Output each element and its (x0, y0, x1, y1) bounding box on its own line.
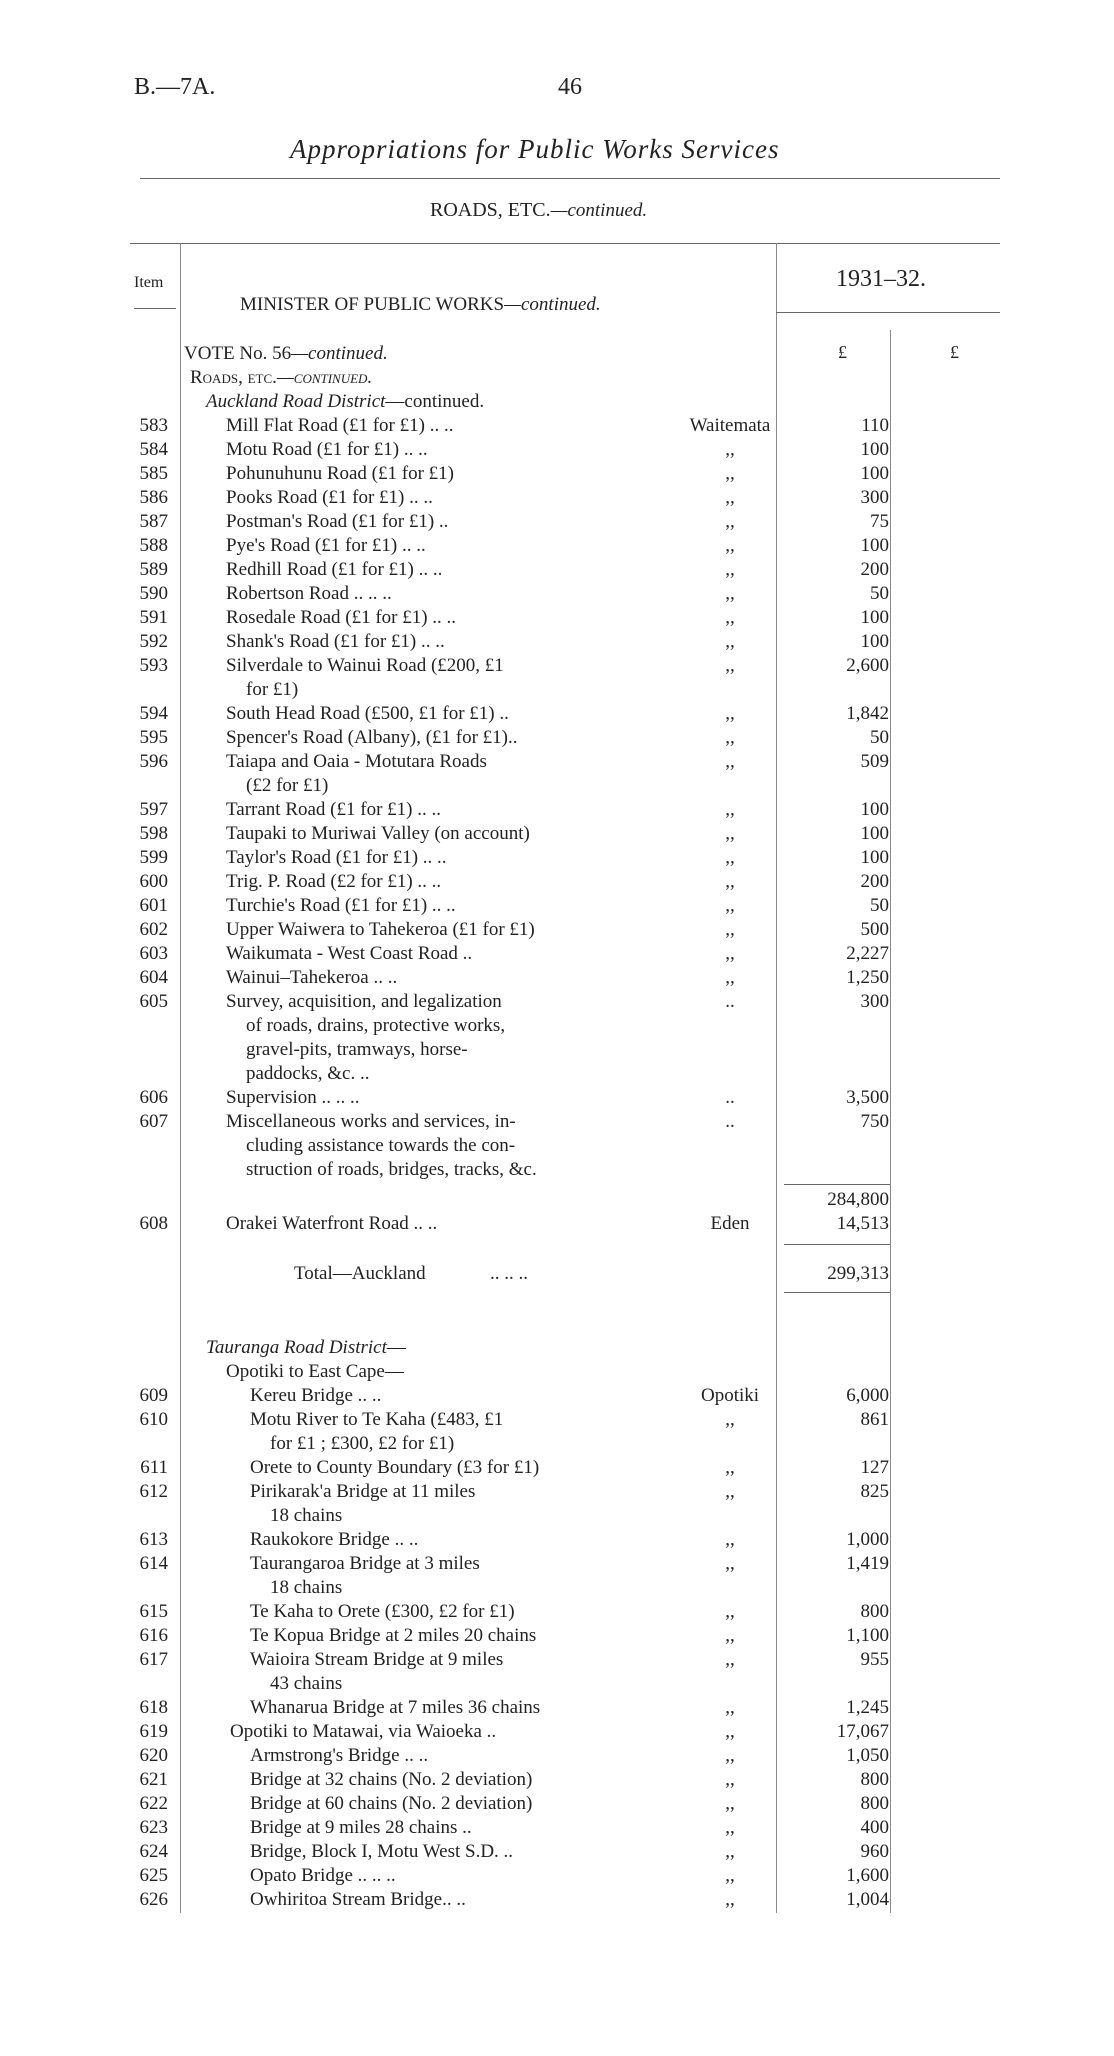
item-district: Opotiki (700, 1385, 760, 1406)
item-amount: 825 (860, 1481, 889, 1502)
item-amount: 100 (860, 607, 889, 628)
table-row (0, 966, 1114, 990)
total-amount: 299,313 (827, 1263, 889, 1284)
page-number: 46 (558, 74, 582, 100)
item-district: ,, (725, 871, 735, 892)
item-description-continued: struction of roads, bridges, tracks, &c. (246, 1159, 537, 1180)
item-district: ,, (725, 1601, 735, 1622)
item-number: 625 (139, 1865, 168, 1886)
item-amount: 100 (860, 463, 889, 484)
item-description: Pye's Road (£1 for £1) .. .. (226, 535, 426, 556)
item-number: 598 (139, 823, 168, 844)
item-district: ,, (725, 1793, 735, 1814)
item-district: ,, (725, 727, 735, 748)
item-number: 609 (139, 1385, 168, 1406)
item-number: 612 (139, 1481, 168, 1502)
item-description-continued: gravel-pits, tramways, horse- (246, 1039, 468, 1060)
item-number: 615 (139, 1601, 168, 1622)
item-amount: 509 (860, 751, 889, 772)
item-amount: 127 (860, 1457, 889, 1478)
item-district: ,, (725, 919, 735, 940)
item-description: Opotiki to Matawai, via Waioeka .. (230, 1721, 497, 1742)
item-description: Spencer's Road (Albany), (£1 for £1).. (226, 727, 518, 748)
item-amount: 800 (860, 1793, 889, 1814)
item-number: 602 (139, 919, 168, 940)
item-description: South Head Road (£500, £1 for £1) .. (226, 703, 509, 724)
vote-name: VOTE No. 56 (184, 343, 292, 364)
item-district: ,, (725, 631, 735, 652)
item-amount: 200 (860, 559, 889, 580)
item-amount: 1,419 (846, 1553, 889, 1574)
item-number: 584 (139, 439, 168, 460)
item-description: Taupaki to Muriwai Valley (on account) (226, 823, 530, 844)
item-amount: 17,067 (836, 1721, 889, 1742)
item-description: Kereu Bridge .. .. (250, 1385, 382, 1406)
item-amount: 1,600 (846, 1865, 889, 1886)
auckland-heading-name: Auckland Road District (206, 391, 386, 412)
table-row (0, 1816, 1114, 1840)
item-district: Waitemata (689, 415, 771, 436)
item-number: 588 (139, 535, 168, 556)
item-description: Waioira Stream Bridge at 9 miles (250, 1649, 504, 1670)
item-district: ,, (725, 1817, 735, 1838)
item-number: 611 (140, 1457, 168, 1478)
table-row (0, 1110, 1114, 1180)
item-description-continued: cluding assistance towards the con- (246, 1135, 516, 1156)
item-amount: 1,842 (846, 703, 889, 724)
auckland-heading (206, 390, 484, 414)
item-number: 589 (139, 559, 168, 580)
item-description: Miscellaneous works and services, in- (226, 1111, 516, 1132)
item-description-continued: paddocks, &c. .. (246, 1063, 370, 1084)
table-row (0, 510, 1114, 534)
item-district: ,, (725, 1721, 735, 1742)
roads-line (190, 366, 372, 390)
item-number: 618 (139, 1697, 168, 1718)
item-description: Pooks Road (£1 for £1) .. .. (226, 487, 433, 508)
item-description: Upper Waiwera to Tahekeroa (£1 for £1) (226, 919, 535, 940)
item-district: ,, (725, 943, 735, 964)
total-rule-bottom (784, 1292, 890, 1293)
table-row (0, 846, 1114, 870)
item-district: ,, (725, 487, 735, 508)
table-row (0, 798, 1114, 822)
vote-suffix: —continued. (291, 343, 388, 364)
item-number: 587 (139, 511, 168, 532)
table-row (0, 654, 1114, 700)
item-amount: 400 (860, 1817, 889, 1838)
table-row (0, 1864, 1114, 1888)
section-title (430, 199, 647, 222)
table-row (0, 1408, 1114, 1454)
header-rule (140, 178, 1000, 179)
item-description: Shank's Road (£1 for £1) .. .. (226, 631, 445, 652)
table-row (0, 630, 1114, 654)
item-district: ,, (725, 1625, 735, 1646)
item-number: 586 (139, 487, 168, 508)
table-row (0, 750, 1114, 796)
item-amount: 2,227 (846, 943, 889, 964)
tauranga-heading-name: Tauranga Road District (206, 1337, 387, 1358)
table-row (0, 1480, 1114, 1526)
item-description: Motu River to Te Kaha (£483, £1 (250, 1409, 504, 1430)
table-row (0, 894, 1114, 918)
subtotal-rule (784, 1184, 890, 1185)
item-amount: 3,500 (846, 1087, 889, 1108)
item-amount: 1,245 (846, 1697, 889, 1718)
item-district: ,, (725, 1841, 735, 1862)
item-amount: 75 (870, 511, 889, 532)
table-row (0, 1840, 1114, 1864)
item-description: Mill Flat Road (£1 for £1) .. .. (226, 415, 454, 436)
table-row (0, 534, 1114, 558)
item-number: 583 (139, 415, 168, 436)
item-district: ,, (725, 823, 735, 844)
item-description-continued: 18 chains (270, 1505, 343, 1526)
item-district: ,, (725, 511, 735, 532)
currency-col-2: £ (950, 342, 959, 362)
item-description-continued: of roads, drains, protective works, (246, 1015, 506, 1036)
item-description-continued: for £1 ; £300, £2 for £1) (270, 1433, 455, 1454)
vote-line (184, 342, 388, 366)
item-amount: 2,600 (846, 655, 889, 676)
table-row (0, 582, 1114, 606)
item-amount: 100 (860, 631, 889, 652)
item-amount: 500 (860, 919, 889, 940)
item-amount: 955 (860, 1649, 889, 1670)
item-description: Rosedale Road (£1 for £1) .. .. (226, 607, 457, 628)
table-row (0, 606, 1114, 630)
table-row (0, 1768, 1114, 1792)
item-description: Tarrant Road (£1 for £1) .. .. (226, 799, 441, 820)
item-district: .. (725, 1087, 735, 1108)
auckland-heading-suffix: —continued. (385, 391, 485, 412)
item-description: Pirikarak'a Bridge at 11 miles (250, 1481, 476, 1502)
item-district: ,, (725, 1529, 735, 1550)
item-amount: 1,004 (846, 1889, 889, 1910)
table-row (0, 702, 1114, 726)
tauranga-heading (206, 1336, 406, 1360)
item-district: ,, (725, 583, 735, 604)
roads-name: Roads, etc. (190, 367, 277, 388)
item-number: 597 (139, 799, 168, 820)
item-description: Orakei Waterfront Road .. .. (226, 1213, 438, 1234)
item-number: 601 (139, 895, 168, 916)
item-number: 622 (139, 1793, 168, 1814)
item-number: 619 (139, 1721, 168, 1742)
item-district: ,, (725, 895, 735, 916)
item-description: Bridge at 32 chains (No. 2 deviation) (250, 1769, 533, 1790)
item-description: Bridge, Block I, Motu West S.D. .. (250, 1841, 514, 1862)
year-header-rule (776, 312, 1000, 313)
item-district: ,, (725, 463, 735, 484)
item-number: 616 (139, 1625, 168, 1646)
item-description: Owhiritoa Stream Bridge.. .. (250, 1889, 466, 1910)
item-number: 624 (139, 1841, 168, 1862)
item-number: 621 (139, 1769, 168, 1790)
table-row (0, 1744, 1114, 1768)
item-amount: 861 (860, 1409, 889, 1430)
item-district: ,, (725, 607, 735, 628)
table-row (0, 1720, 1114, 1744)
item-number: 590 (139, 583, 168, 604)
table-row (0, 1456, 1114, 1480)
item-district: ,, (725, 799, 735, 820)
item-description-continued: (£2 for £1) (246, 775, 329, 796)
item-district: ,, (725, 1409, 735, 1430)
item-amount: 300 (860, 991, 889, 1012)
item-district: ,, (725, 439, 735, 460)
item-description: Bridge at 9 miles 28 chains .. (250, 1817, 472, 1838)
table-row (0, 1648, 1114, 1694)
table-row (0, 1384, 1114, 1408)
item-district: ,, (725, 1553, 735, 1574)
item-district: ,, (725, 655, 735, 676)
currency-col-1: £ (838, 342, 847, 362)
item-number: 623 (139, 1817, 168, 1838)
table-row (0, 1792, 1114, 1816)
year-heading: 1931–32. (836, 266, 926, 292)
item-district: ,, (725, 559, 735, 580)
table-row (0, 726, 1114, 750)
item-description: Turchie's Road (£1 for £1) .. .. (226, 895, 456, 916)
table-row (0, 990, 1114, 1084)
item-amount: 6,000 (846, 1385, 889, 1406)
item-amount: 1,250 (846, 967, 889, 988)
item-description-continued: 18 chains (270, 1577, 343, 1598)
item-amount: 100 (860, 823, 889, 844)
item-description: Redhill Road (£1 for £1) .. .. (226, 559, 443, 580)
total-dots: .. .. .. (490, 1263, 528, 1284)
item-description: Supervision .. .. .. (226, 1087, 360, 1108)
item-district: ,, (725, 1745, 735, 1766)
table-row (0, 462, 1114, 486)
item-amount: 50 (870, 727, 889, 748)
item-number: 596 (139, 751, 168, 772)
item-description: Bridge at 60 chains (No. 2 deviation) (250, 1793, 533, 1814)
item-description: Silverdale to Wainui Road (£200, £1 (226, 655, 504, 676)
item-description: Orete to County Boundary (£3 for £1) (250, 1457, 540, 1478)
item-amount: 200 (860, 871, 889, 892)
item-description: Pohunuhunu Road (£1 for £1) (226, 463, 454, 484)
item-amount: 50 (870, 895, 889, 916)
item-number: 610 (139, 1409, 168, 1430)
item-district: ,, (725, 751, 735, 772)
item-amount: 1,050 (846, 1745, 889, 1766)
item-number: 603 (139, 943, 168, 964)
subtotal-amount: 284,800 (827, 1189, 889, 1210)
item-number: 604 (139, 967, 168, 988)
item-number: 620 (139, 1745, 168, 1766)
item-district: ,, (725, 847, 735, 868)
item-amount: 50 (870, 583, 889, 604)
table-row (0, 1888, 1114, 1912)
item-number: 595 (139, 727, 168, 748)
total-row (0, 1262, 1114, 1286)
tauranga-subheading: Opotiki to East Cape— (226, 1361, 404, 1382)
item-description-continued: 43 chains (270, 1673, 343, 1694)
item-district: ,, (725, 1865, 735, 1886)
table-row (0, 1696, 1114, 1720)
roads-suffix: —continued. (276, 367, 373, 388)
table-row (0, 870, 1114, 894)
document-code: B.—7A. (134, 74, 216, 100)
item-description: Taiapa and Oaia - Motutara Roads (226, 751, 487, 772)
item-header-underline (134, 308, 176, 309)
item-number: 617 (139, 1649, 168, 1670)
item-amount: 100 (860, 799, 889, 820)
item-description: Whanarua Bridge at 7 miles 36 chains (250, 1697, 541, 1718)
item-amount: 110 (861, 415, 889, 436)
section-name: ROADS, ETC. (430, 199, 551, 221)
item-district: ,, (725, 1769, 735, 1790)
item-description: Robertson Road .. .. .. (226, 583, 392, 604)
item-district: ,, (725, 967, 735, 988)
total-label: Total—Auckland (294, 1263, 426, 1284)
page-title: Appropriations for Public Works Services (290, 134, 780, 164)
item-district: ,, (725, 1481, 735, 1502)
item-number: 592 (139, 631, 168, 652)
table-top-rule (130, 243, 1000, 244)
table-row (0, 1552, 1114, 1598)
item-amount: 1,000 (846, 1529, 889, 1550)
tauranga-heading-suffix: — (386, 1337, 406, 1358)
item-amount: 100 (860, 847, 889, 868)
item-number: 599 (139, 847, 168, 868)
item-description: Motu Road (£1 for £1) .. .. (226, 439, 428, 460)
item-description: Waikumata - West Coast Road .. (226, 943, 473, 964)
item-number: 594 (139, 703, 168, 724)
item-header: Item (134, 274, 164, 291)
item-number: 607 (139, 1111, 168, 1132)
table-row (0, 918, 1114, 942)
item-amount: 14,513 (836, 1213, 889, 1234)
item-district: ,, (725, 535, 735, 556)
item-amount: 800 (860, 1601, 889, 1622)
item-description: Wainui–Tahekeroa .. .. (226, 967, 398, 988)
item-number: 600 (139, 871, 168, 892)
item-description-continued: for £1) (246, 679, 299, 700)
ministry-name: MINISTER OF PUBLIC WORKS (240, 294, 505, 315)
item-amount: 300 (860, 487, 889, 508)
item-number: 613 (139, 1529, 168, 1550)
item-number: 591 (139, 607, 168, 628)
item-description: Trig. P. Road (£2 for £1) .. .. (226, 871, 442, 892)
table-row (0, 1624, 1114, 1648)
table-row (0, 486, 1114, 510)
total-rule-top (784, 1244, 890, 1245)
table-row (0, 414, 1114, 438)
item-number: 606 (139, 1087, 168, 1108)
item-description: Raukokore Bridge .. .. (250, 1529, 419, 1550)
item-description: Armstrong's Bridge .. .. (250, 1745, 429, 1766)
item-description: Postman's Road (£1 for £1) .. (226, 511, 449, 532)
ministry-heading (240, 294, 601, 316)
table-row (0, 822, 1114, 846)
table-row (0, 1528, 1114, 1552)
item-district: ,, (725, 1697, 735, 1718)
table-row (0, 438, 1114, 462)
item-amount: 750 (860, 1111, 889, 1132)
item-number: 605 (139, 991, 168, 1012)
item-amount: 960 (860, 1841, 889, 1862)
item-description: Opato Bridge .. .. .. (250, 1865, 396, 1886)
table-row (0, 1212, 1114, 1236)
item-number: 614 (139, 1553, 168, 1574)
ministry-suffix: —continued. (504, 294, 601, 315)
item-number: 585 (139, 463, 168, 484)
table-row (0, 1086, 1114, 1110)
item-district: Eden (710, 1213, 750, 1234)
section-suffix: —continued. (550, 200, 648, 221)
item-number: 593 (139, 655, 168, 676)
table-row (0, 1600, 1114, 1624)
table-row (0, 942, 1114, 966)
item-district: ,, (725, 1889, 735, 1910)
table-row (0, 558, 1114, 582)
item-amount: 800 (860, 1769, 889, 1790)
item-amount: 1,100 (846, 1625, 889, 1646)
item-description: Survey, acquisition, and legalization (226, 991, 502, 1012)
item-amount: 100 (860, 439, 889, 460)
item-amount: 100 (860, 535, 889, 556)
item-district: .. (725, 991, 735, 1012)
item-description: Taylor's Road (£1 for £1) .. .. (226, 847, 447, 868)
item-district: ,, (725, 1649, 735, 1670)
item-district: ,, (725, 703, 735, 724)
item-number: 626 (139, 1889, 168, 1910)
item-district: ,, (725, 1457, 735, 1478)
item-description: Te Kaha to Orete (£300, £2 for £1) (250, 1601, 515, 1622)
item-description: Taurangaroa Bridge at 3 miles (250, 1553, 480, 1574)
item-district: .. (725, 1111, 735, 1132)
item-description: Te Kopua Bridge at 2 miles 20 chains (250, 1625, 537, 1646)
item-number: 608 (139, 1213, 168, 1234)
